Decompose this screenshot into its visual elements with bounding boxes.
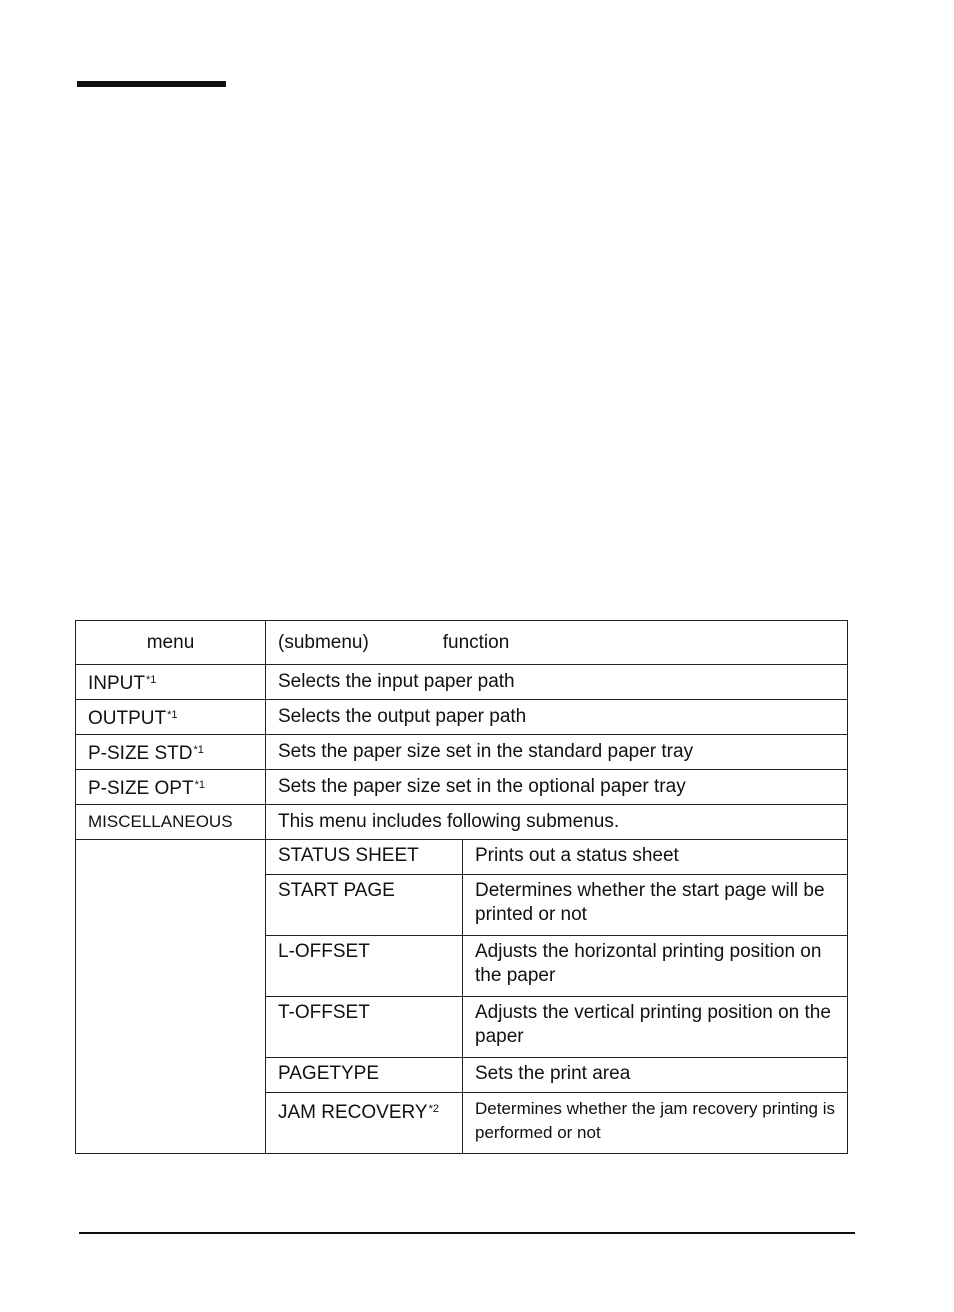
menu-name: OUTPUT bbox=[88, 708, 167, 729]
menu-cell bbox=[76, 805, 266, 840]
submenu-row bbox=[76, 840, 848, 875]
top-rule bbox=[77, 81, 226, 87]
submenu-cell bbox=[266, 1093, 463, 1154]
footnote-mark: *1 bbox=[193, 744, 204, 756]
submenu-name: PAGETYPE bbox=[278, 1063, 380, 1084]
menu-cell bbox=[76, 665, 266, 700]
submenu-cell bbox=[266, 840, 463, 875]
footnote-mark: *1 bbox=[146, 674, 157, 686]
menu-name: P-SIZE STD bbox=[88, 743, 193, 764]
submenu-function: Determines whether the jam recovery printing is performed or not bbox=[463, 1093, 848, 1154]
footnote-mark: *2 bbox=[428, 1103, 439, 1115]
menu-description: This menu includes following submenus. bbox=[266, 805, 848, 840]
submenu-name: START PAGE bbox=[278, 880, 395, 901]
submenu-cell bbox=[266, 875, 463, 936]
table-row bbox=[76, 770, 848, 805]
submenu-function: Prints out a status sheet bbox=[463, 840, 848, 875]
submenu-name: JAM RECOVERY bbox=[278, 1102, 428, 1123]
footnote-mark: *1 bbox=[167, 709, 178, 721]
menu-name: MISCELLANEOUS bbox=[88, 812, 233, 831]
header-submenu-function: (submenu) function bbox=[266, 621, 848, 665]
submenu-cell bbox=[266, 997, 463, 1058]
submenu-function: Sets the print area bbox=[463, 1058, 848, 1093]
table-header-row bbox=[76, 621, 848, 665]
table-row bbox=[76, 805, 848, 840]
submenu-name: T-OFFSET bbox=[278, 1002, 370, 1023]
menu-description: Sets the paper size set in the standard paper tray bbox=[266, 735, 848, 770]
submenu-cell bbox=[266, 1058, 463, 1093]
menu-cell bbox=[76, 770, 266, 805]
menu-cell bbox=[76, 700, 266, 735]
menu-name: P-SIZE OPT bbox=[88, 778, 194, 799]
submenu-function: Determines whether the start page will be printed or not bbox=[463, 875, 848, 936]
menu-description: Selects the output paper path bbox=[266, 700, 848, 735]
table-row bbox=[76, 665, 848, 700]
submenu-name: STATUS SHEET bbox=[278, 845, 419, 866]
submenu-function: Adjusts the vertical printing position on the paper bbox=[463, 997, 848, 1058]
menu-description: Selects the input paper path bbox=[266, 665, 848, 700]
empty-menu-cell bbox=[76, 840, 266, 1154]
table-row bbox=[76, 735, 848, 770]
submenu-name: L-OFFSET bbox=[278, 941, 370, 962]
menu-description: Sets the paper size set in the optional paper tray bbox=[266, 770, 848, 805]
footnote-mark: *1 bbox=[194, 779, 205, 791]
menu-table bbox=[75, 620, 848, 1154]
bottom-rule bbox=[79, 1232, 855, 1234]
header-menu: menu bbox=[76, 621, 266, 665]
menu-name: INPUT bbox=[88, 673, 145, 694]
table-row bbox=[76, 700, 848, 735]
submenu-cell bbox=[266, 936, 463, 997]
submenu-function: Adjusts the horizontal printing position on the paper bbox=[463, 936, 848, 997]
menu-cell bbox=[76, 735, 266, 770]
